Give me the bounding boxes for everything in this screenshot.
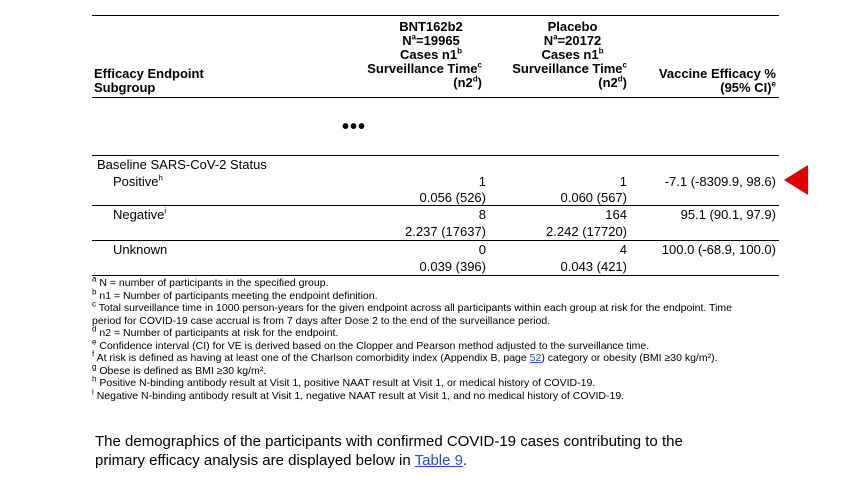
header-ve-line1: Vaccine Efficacy %: [658, 66, 776, 81]
table-9-link[interactable]: Table 9: [414, 452, 463, 469]
appendix-page-link[interactable]: 52: [529, 352, 542, 364]
header-bnt-surveillance: Surveillance Time$^c$: [367, 60, 482, 76]
bnt-time-positive: 0.056 (526): [419, 190, 486, 205]
placebo-cases-negative: 164: [605, 207, 627, 222]
header-bnt-cases: Cases n1$^b$: [400, 46, 462, 62]
header-bottom-rule: [92, 97, 779, 98]
omitted-rows-ellipsis: •••: [342, 116, 367, 138]
header-placebo-n2: (n2$^d$): [598, 74, 627, 90]
ve-positive: -7.1 (-8309.9, 98.6): [664, 174, 776, 189]
row-rule: [92, 240, 779, 241]
row-label-unknown: Unknown: [113, 242, 168, 257]
footnote-f: $^f$ At risk is defined as having at least one of the Charlson comorbidity index (Appendix B, page 52) category or obesity (BMI ≥30 kg/m²).: [92, 349, 718, 364]
header-endpoint-line2: Subgroup: [94, 80, 156, 95]
header-placebo: [488, 20, 627, 90]
placebo-time-positive: 0.060 (567): [560, 190, 627, 205]
placebo-time-unknown: 0.043 (421): [560, 259, 627, 274]
footnote-b: $^b$ n1 = Number of participants meeting the endpoint definition.: [92, 287, 378, 302]
clipped-row-fragment: [418, 147, 488, 151]
section-title: Baseline SARS-CoV-2 Status: [97, 157, 267, 172]
header-endpoint: [94, 67, 294, 95]
row-label-negative: Negative$^i$: [113, 206, 167, 222]
red-pointer-arrow-icon: [784, 165, 808, 195]
row-label-positive: Positive$^h$: [113, 173, 163, 189]
header-vaccine-efficacy: [630, 67, 776, 95]
placebo-cases-positive: 1: [619, 174, 627, 189]
bnt-time-negative: 2.237 (17637): [405, 224, 486, 239]
ve-negative: 95.1 (90.1, 97.9): [680, 207, 776, 222]
footnote-e: $^e$ Confidence interval (CI) for VE is derived based on the Clopper and Pearson method adjusted to the surveillance time.: [92, 337, 650, 352]
placebo-cases-unknown: 4: [619, 242, 627, 257]
footnote-c: $^c$ Total surveillance time in 1000 person-years for the given endpoint across all participants within each group at risk for the endpoint. Time period for COVID-19 case accrual is from 7 days after Dose 2 to the end of the surveillance period.: [92, 299, 732, 327]
header-placebo-surveillance: Surveillance Time$^c$: [512, 60, 627, 76]
bnt-time-unknown: 0.039 (396): [419, 259, 486, 274]
placebo-time-negative: 2.242 (17720): [546, 224, 627, 239]
header-placebo-name: Placebo: [547, 19, 598, 34]
row-rule: [92, 205, 779, 206]
header-endpoint-line1: Efficacy Endpoint: [94, 66, 204, 81]
table-top-rule: [92, 15, 779, 16]
header-ve-line2: (95% CI)$^e$: [720, 79, 776, 95]
footnote-d: $^d$ n2 = Number of participants at risk for the endpoint.: [92, 324, 339, 339]
bnt-cases-negative: 8: [478, 207, 486, 222]
header-placebo-cases: Cases n1$^b$: [541, 46, 604, 62]
header-placebo-n: $N^a=20172$: [543, 32, 602, 48]
ve-unknown: 100.0 (-68.9, 100.0): [661, 242, 776, 257]
header-bnt-n: $N^a=19965$: [402, 32, 460, 48]
table-bottom-rule: [92, 275, 779, 276]
clipped-row-fragment: [560, 147, 630, 151]
bnt-cases-positive: 1: [478, 174, 486, 189]
footnote-a: $^a$ N = number of participants in the specified group.: [92, 274, 329, 289]
footnote-i: $^i$ Negative N-binding antibody result at Visit 1, negative NAAT result at Visit 1, and no medical history of COVID-19.: [92, 387, 625, 402]
section-top-rule: [92, 155, 779, 156]
header-bnt162b2: [340, 20, 482, 90]
footnotes: [92, 274, 742, 402]
body-paragraph: The demographics of the participants with confirmed COVID-19 cases contributing to the primary efficacy analysis are displayed below in Table 9.: [95, 433, 683, 469]
footnote-h: $^h$ Positive N-binding antibody result at Visit 1, positive NAAT result at Visit 1, or medical history of COVID-19.: [92, 374, 596, 389]
footnote-g: $^g$ Obese is defined as BMI ≥30 kg/m².: [92, 362, 267, 377]
header-bnt-name: BNT162b2: [399, 19, 463, 34]
header-bnt-n2: (n2$^d$): [453, 74, 482, 90]
bnt-cases-unknown: 0: [478, 242, 486, 257]
